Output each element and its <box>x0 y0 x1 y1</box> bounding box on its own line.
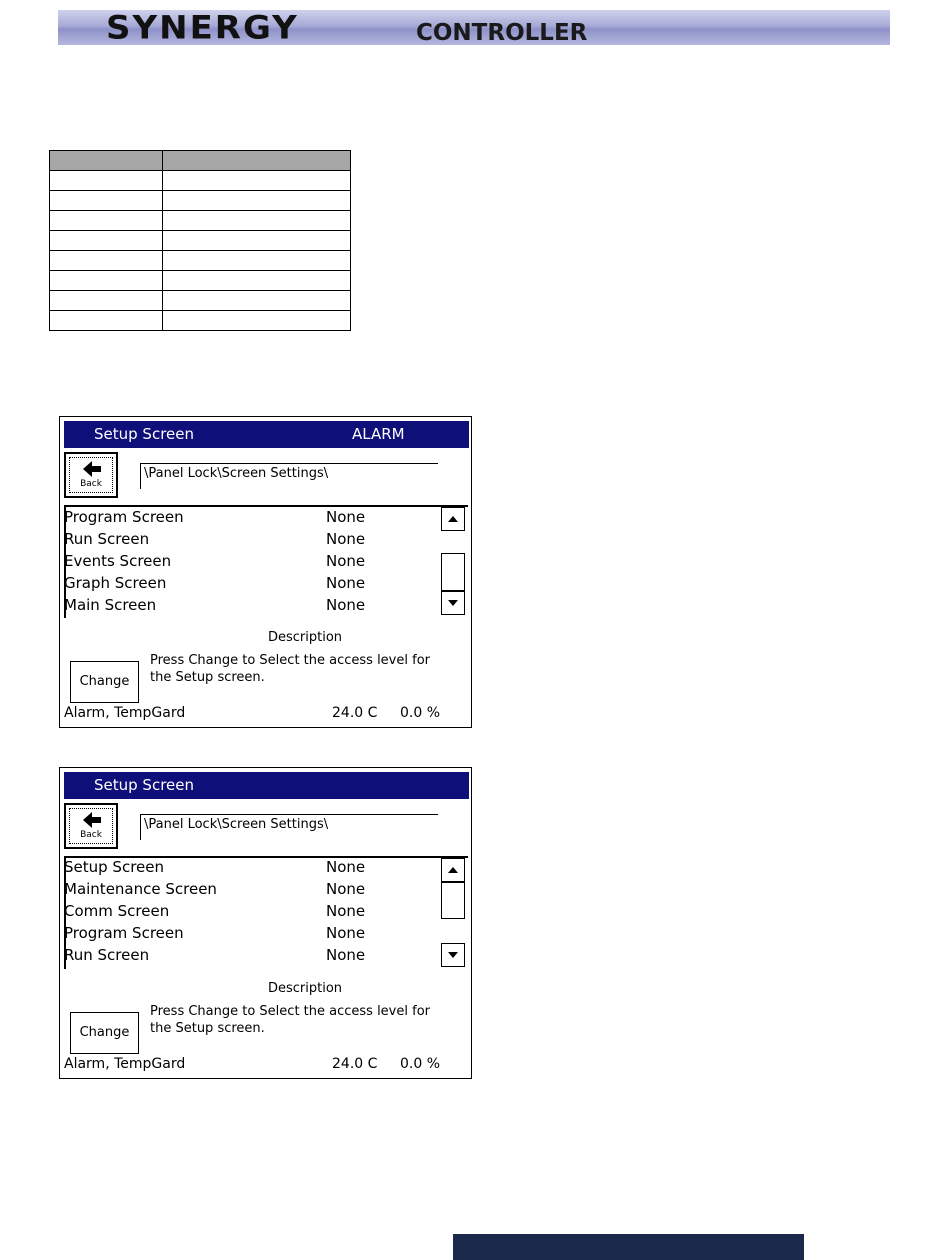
setup-screen-panel-2: Setup Screen Back \Panel Lock\Screen Settings\ Setup Screen None Maintenance Screen None Comm Screen None Program Screen None Run Screen None Description Change Press Change to Select the access level for the Setup screen. Alarm, TempGard 24.0 C 0.0 % <box>59 767 472 1079</box>
status-temperature: 24.0 C <box>332 1056 378 1072</box>
back-label: Back <box>80 830 102 840</box>
title-bar <box>64 421 469 448</box>
table-row <box>50 231 351 251</box>
table-row <box>50 191 351 211</box>
table-row <box>50 311 351 331</box>
product-title: CONTROLLER <box>416 20 588 45</box>
scroll-down-button[interactable] <box>441 591 465 615</box>
table-row <box>50 211 351 231</box>
chevron-up-icon <box>448 867 458 873</box>
footer-bar <box>453 1234 804 1260</box>
screen-title: Setup Screen <box>94 776 194 794</box>
status-percent: 0.0 % <box>400 705 441 721</box>
status-temperature: 24.0 C <box>332 705 378 721</box>
description-text: Press Change to Select the access level for the Setup screen. <box>150 1004 430 1036</box>
status-percent: 0.0 % <box>400 1056 441 1072</box>
table-row <box>50 271 351 291</box>
back-arrow-icon <box>83 811 101 829</box>
chevron-up-icon <box>448 516 458 522</box>
back-arrow-icon <box>83 460 101 478</box>
brand-title: SYNERGY <box>106 10 299 45</box>
path-field: \Panel Lock\Screen Settings\ <box>140 463 438 489</box>
screen-title: Setup Screen <box>94 425 194 443</box>
table-row <box>50 171 351 191</box>
description-label: Description <box>268 981 343 996</box>
status-source: Alarm, TempGard <box>64 705 186 721</box>
description-label: Description <box>268 630 343 645</box>
table-row <box>50 251 351 271</box>
table-row <box>50 291 351 311</box>
change-button[interactable]: Change <box>70 661 139 703</box>
change-button[interactable]: Change <box>70 1012 139 1054</box>
scroll-up-button[interactable] <box>441 858 465 882</box>
empty-table <box>49 150 351 331</box>
back-button[interactable] <box>64 452 118 498</box>
description-text: Press Change to Select the access level for the Setup screen. <box>150 653 430 685</box>
title-bar <box>64 772 469 799</box>
scrollbar-thumb[interactable] <box>441 882 465 919</box>
header-banner <box>58 10 890 45</box>
setup-screen-panel-1: Setup Screen ALARM Back \Panel Lock\Screen Settings\ Program Screen None Run Screen None Events Screen None Graph Screen None Main Screen None Description Change Press Change to Select the access level for the Setup screen. Alarm, TempGard 24.0 C 0.0 % <box>59 416 472 728</box>
status-source: Alarm, TempGard <box>64 1056 186 1072</box>
alarm-indicator: ALARM <box>352 425 405 443</box>
chevron-down-icon <box>448 600 458 606</box>
table-header-row <box>50 151 351 171</box>
path-field: \Panel Lock\Screen Settings\ <box>140 814 438 840</box>
back-button[interactable] <box>64 803 118 849</box>
back-label: Back <box>80 479 102 489</box>
scroll-down-button[interactable] <box>441 943 465 967</box>
scroll-up-button[interactable] <box>441 507 465 531</box>
scrollbar-thumb[interactable] <box>441 553 465 591</box>
chevron-down-icon <box>448 952 458 958</box>
